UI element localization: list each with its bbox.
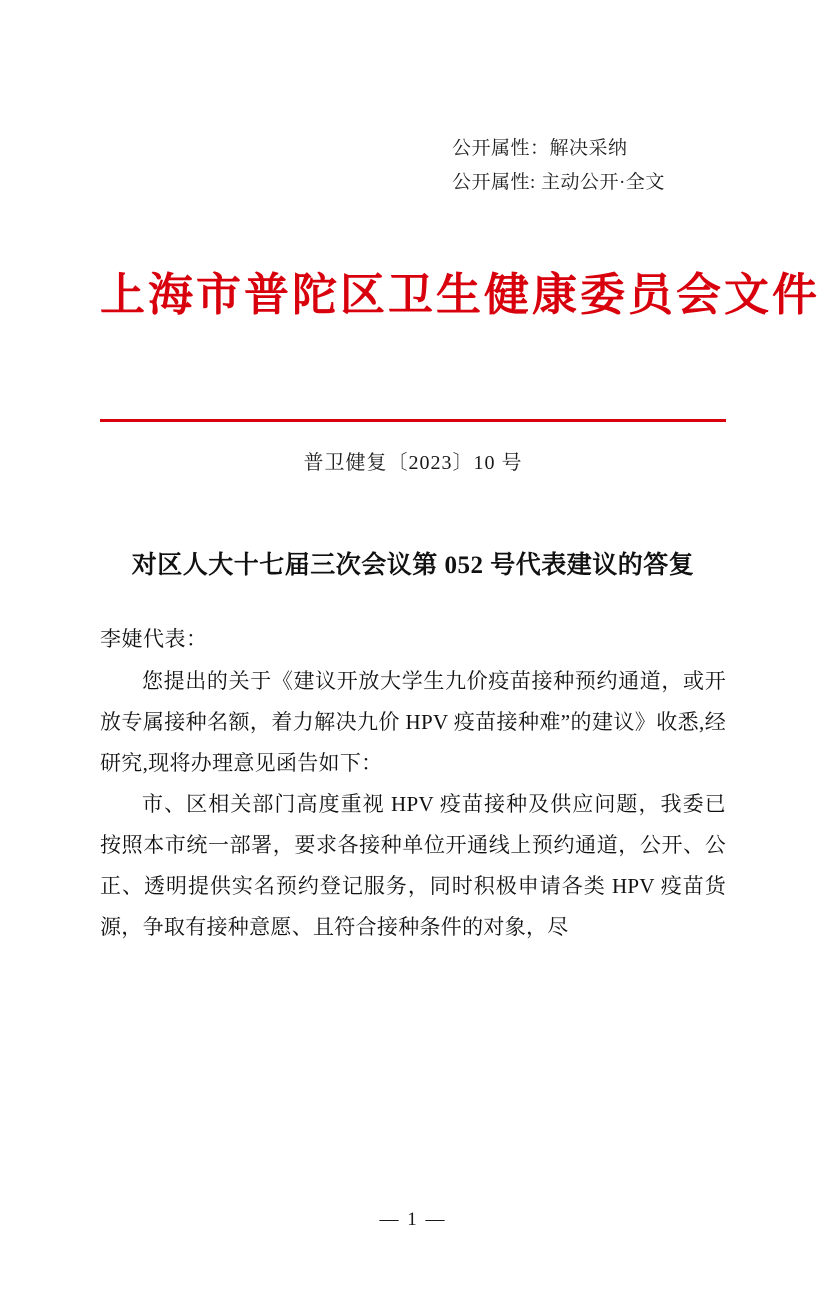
document-body bbox=[100, 661, 726, 948]
body-paragraph-1: 您提出的关于《建议开放大学生九价疫苗接种预约通道，或开放专属接种名额，着力解决九价 HPV 疫苗接种难”的建议》收悉,经研究,现将办理意见函告如下： bbox=[100, 668, 726, 775]
public-attribute-line-1: 公开属性：解决采纳 bbox=[452, 138, 628, 159]
page-number: — 1 — bbox=[379, 1209, 447, 1230]
red-divider-rule bbox=[100, 419, 726, 422]
document-page bbox=[0, 132, 826, 1293]
public-attribute-line-2: 公开属性: 主动公开·全文 bbox=[452, 172, 665, 193]
document-number: 普卫健复〔2023〕10 号 bbox=[303, 451, 523, 474]
body-paragraph-2: 市、区相关部门高度重视 HPV 疫苗接种及供应问题，我委已按照本市统一部署，要求各接种单位开通线上预约通道，公开、公正、透明提供实名预约登记服务，同时积极申请各类 HPV 疫苗货源，争取有接种意愿、且符合接种条件的对象，尽 bbox=[100, 791, 726, 939]
public-attributes bbox=[100, 132, 726, 200]
salutation: 李婕代表： bbox=[100, 626, 208, 651]
page-title: 对区人大十七届三次会议第 052 号代表建议的答复 bbox=[131, 551, 695, 579]
organization-title: 上海市普陀区卫生健康委员会文件 bbox=[100, 270, 821, 320]
